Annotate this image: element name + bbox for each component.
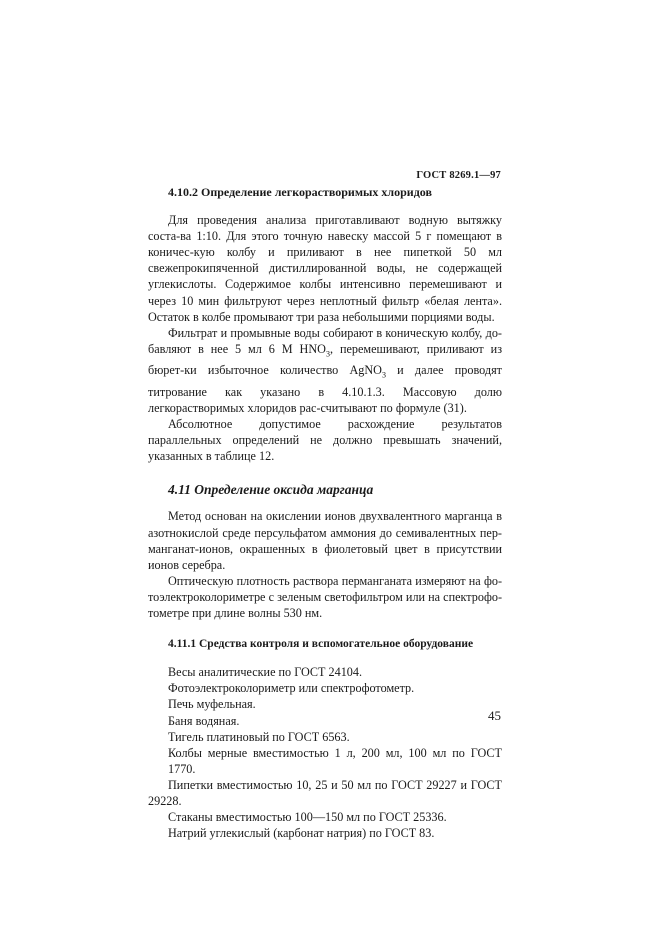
list-item: Фотоэлектроколориметр или спектрофотометр. [168, 681, 415, 696]
equipment-list [148, 664, 502, 841]
page-number: 45 [488, 708, 501, 723]
paragraph: Оптическую плотность раствора перманганата измеряют на фо-тоэлектроколориметре с зеленым светофильтром или на спектрофо-тометре при длине волны 530 нм. [148, 573, 502, 621]
text-run: , перемешивают, приливают из бюрет-ки избыточное количество AgNO [148, 341, 503, 378]
section-title-4-10-2: 4.10.2 Определение легкорастворимых хлоридов [168, 185, 432, 199]
list-item: Натрий углекислый (карбонат натрия) по ГОСТ 83. [168, 826, 435, 841]
paragraph: Абсолютное допустимое расхождение результатов параллельных определений не должно превышать значений, указанных в таблице 12. [148, 417, 502, 464]
paragraph-with-formula [148, 325, 502, 416]
list-item: Весы аналитические по ГОСТ 24104. [168, 665, 363, 680]
list-item: Стаканы вместимостью 100—150 мл по ГОСТ 25336. [168, 810, 447, 825]
text-run: Фильтрат и промывные воды собирают в коническую колбу, до-бавляют в нее 5 мл 6 М HNO [148, 325, 502, 356]
list-item: Баня водяная. [168, 713, 240, 728]
section-title-4-11-1: 4.11.1 Средства контроля и вспомогательное оборудование [168, 638, 474, 651]
list-item: Печь муфельная. [168, 697, 256, 712]
list-item: Пипетки вместимостью 10, 25 и 50 мл по ГОСТ 29227 и ГОСТ 29228. [148, 777, 502, 808]
paragraph: Метод основан на окислении ионов двухвалентного марганца в азотнокислой среде персульфатом аммония до семивалентных пер-манганат-ионов, окрашенных в фиолетовый цвет в присутствии ионов серебра. [148, 509, 502, 572]
list-item: Колбы мерные вместимостью 1 л, 200 мл, 100 мл по ГОСТ 1770. [168, 745, 502, 776]
subscript: 3 [325, 349, 330, 359]
text-run: и далее проводят титрование как указано в 4.10.1.3. Массовую долю легкорастворимых хлоридов рас-считывают по формуле (31). [148, 363, 502, 415]
list-item: Тигель платиновый по ГОСТ 6563. [168, 729, 350, 744]
section-title-4-11: 4.11 Определение оксида марганца [168, 482, 374, 498]
document-code-header: ГОСТ 8269.1—97 [416, 170, 501, 181]
subscript: 3 [381, 370, 386, 380]
paragraph: Для проведения анализа приготавливают водную вытяжку соста-ва 1:10. Для этого точную навеску массой 5 г помещают в коничес-кую колбу и приливают в нее пипеткой 50 мл свежепрокипяченной дистиллированной воды, не содержащей углекислоты. Содержимое колбы интенсивно перемешивают и через 10 мин фильтруют через неплотный фильтр «белая лента». Остаток в колбе промывают три раза небольшими порциями воды. [148, 213, 502, 324]
page-content [148, 184, 502, 841]
